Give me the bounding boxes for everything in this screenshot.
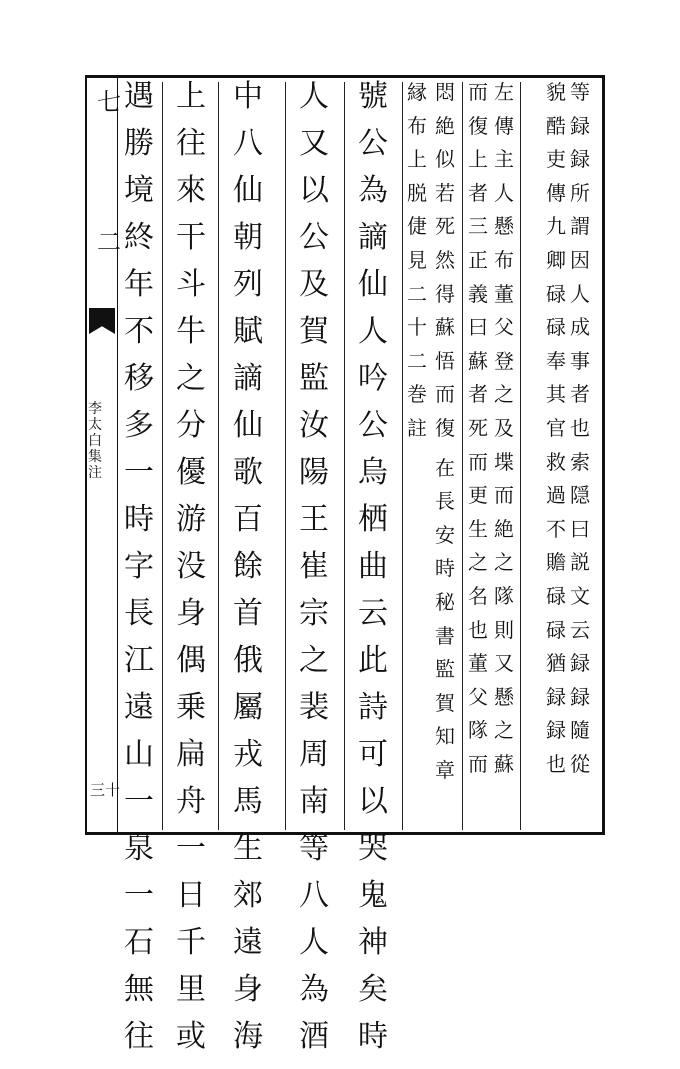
frame-left-line <box>85 75 87 835</box>
text-char: 以 <box>358 784 388 819</box>
text-char: 事 <box>570 348 590 373</box>
margin-mark-2: 二 <box>97 228 121 256</box>
text-char: 十 <box>407 315 427 340</box>
text-char: 二 <box>407 348 427 373</box>
text-char: 名 <box>468 583 488 608</box>
margin-mark-1: 七 <box>97 88 121 116</box>
text-char: 義 <box>468 281 488 306</box>
text-char: 而 <box>435 382 455 407</box>
text-char: 脱 <box>407 180 427 205</box>
text-char: 海 <box>233 1019 263 1054</box>
frame-bottom-line <box>85 832 605 835</box>
text-char: 更 <box>468 483 488 508</box>
column-divider <box>520 82 521 830</box>
text-char: 若 <box>435 180 455 205</box>
text-char: 公 <box>299 220 329 255</box>
book-title-char: 太 <box>88 417 102 433</box>
text-char: 無 <box>124 972 154 1007</box>
text-char: 終 <box>124 220 154 255</box>
text-char: 及 <box>299 267 329 302</box>
text-char: 百 <box>233 502 263 537</box>
text-char: 歌 <box>233 455 263 490</box>
text-column-11 <box>120 79 158 1069</box>
text-char: 朝 <box>233 220 263 255</box>
column-divider <box>218 82 219 830</box>
text-char: 曰 <box>570 516 590 541</box>
text-char: 而 <box>468 80 488 104</box>
text-char: 人 <box>494 180 514 205</box>
text-char: 馬 <box>233 784 263 819</box>
text-char: 上 <box>468 147 488 172</box>
text-char: 日 <box>176 878 206 913</box>
text-char: 哭 <box>358 831 388 866</box>
text-char: 絶 <box>494 516 514 541</box>
text-char: 烏 <box>358 455 388 490</box>
text-column-5 <box>433 82 457 793</box>
text-char: 又 <box>299 126 329 161</box>
text-char: 遇 <box>124 79 154 114</box>
text-char: 傳 <box>494 113 514 138</box>
text-char: 也 <box>570 415 590 440</box>
text-char: 成 <box>570 315 590 340</box>
text-char: 碌 <box>546 583 566 608</box>
text-char: 縁 <box>407 80 427 104</box>
text-char: 九 <box>546 214 566 239</box>
text-char: 干 <box>176 220 206 255</box>
text-char: 之 <box>494 718 514 743</box>
text-char: 卿 <box>546 247 566 272</box>
text-char: 遠 <box>124 690 154 725</box>
text-char: 賦 <box>233 314 263 349</box>
text-char: 江 <box>124 643 154 678</box>
text-char: 碌 <box>546 617 566 642</box>
column-divider <box>402 82 403 830</box>
text-char: 悶 <box>435 80 455 104</box>
text-char: 等 <box>299 831 329 866</box>
text-column-8 <box>295 79 333 1069</box>
text-char: 首 <box>233 596 263 631</box>
text-char: 監 <box>299 361 329 396</box>
text-char: 俄 <box>233 643 263 678</box>
text-char: 長 <box>435 489 455 514</box>
text-char: 周 <box>299 737 329 772</box>
text-char: 宗 <box>299 596 329 631</box>
text-char: 屬 <box>233 690 263 725</box>
text-char: 正 <box>468 247 488 272</box>
text-char: 境 <box>124 173 154 208</box>
text-char: 遠 <box>233 925 263 960</box>
text-char: 父 <box>468 684 488 709</box>
text-char: 郊 <box>233 878 263 913</box>
text-char: 因 <box>570 247 590 272</box>
text-char: 汝 <box>299 408 329 443</box>
text-char: 絶 <box>435 113 455 138</box>
text-char: 復 <box>468 113 488 138</box>
text-char: 者 <box>468 382 488 407</box>
text-char: 録 <box>570 684 590 709</box>
text-char: 及 <box>494 415 514 440</box>
text-char: 栖 <box>358 502 388 537</box>
text-char: 餘 <box>233 549 263 584</box>
text-char: 倢 <box>407 214 427 239</box>
text-char: 奉 <box>546 348 566 373</box>
text-char: 曰 <box>468 315 488 340</box>
text-char: 而 <box>494 483 514 508</box>
text-char: 為 <box>358 173 388 208</box>
text-char: 可 <box>358 737 388 772</box>
text-char: 移 <box>124 361 154 396</box>
text-char: 上 <box>407 147 427 172</box>
text-char: 主 <box>494 147 514 172</box>
text-char: 録 <box>570 651 590 676</box>
text-char: 生 <box>468 516 488 541</box>
text-char: 而 <box>468 449 488 474</box>
text-char: 蘇 <box>468 348 488 373</box>
text-char: 登 <box>494 348 514 373</box>
text-char: 王 <box>299 502 329 537</box>
text-char: 以 <box>299 173 329 208</box>
text-char: 吟 <box>358 361 388 396</box>
text-char: 號 <box>358 79 388 114</box>
text-char: 人 <box>570 281 590 306</box>
text-char: 公 <box>358 126 388 161</box>
text-char: 時 <box>124 502 154 537</box>
text-char: 生 <box>233 831 263 866</box>
text-char: 八 <box>233 126 263 161</box>
text-char: 仙 <box>233 173 263 208</box>
text-char: 一 <box>124 784 154 819</box>
text-char: 父 <box>494 315 514 340</box>
text-char: 謂 <box>570 214 590 239</box>
text-char: 監 <box>435 657 455 682</box>
text-char: 贍 <box>546 550 566 575</box>
text-char: 隊 <box>494 583 514 608</box>
column-divider <box>462 82 463 830</box>
text-char: 左 <box>494 80 514 104</box>
text-char: 之 <box>494 382 514 407</box>
text-char: 官 <box>546 415 566 440</box>
text-char: 游 <box>176 502 206 537</box>
text-char: 没 <box>176 549 206 584</box>
text-char: 不 <box>124 314 154 349</box>
text-char: 從 <box>570 751 590 776</box>
text-char: 之 <box>468 550 488 575</box>
text-char: 死 <box>468 415 488 440</box>
text-char: 一 <box>124 878 154 913</box>
text-char: 董 <box>494 281 514 306</box>
text-char: 石 <box>124 925 154 960</box>
text-char: 山 <box>124 737 154 772</box>
book-title <box>88 402 102 482</box>
text-char: 知 <box>435 724 455 749</box>
fishtail-mark <box>89 308 115 334</box>
column-divider <box>285 82 286 830</box>
text-char: 乗 <box>176 690 206 725</box>
text-char: 中 <box>233 79 263 114</box>
text-char: 也 <box>468 617 488 642</box>
text-char: 戎 <box>233 737 263 772</box>
text-char: 謫 <box>358 220 388 255</box>
text-char: 碌 <box>546 315 566 340</box>
text-char: 所 <box>570 180 590 205</box>
text-char: 而 <box>468 751 488 776</box>
text-column-6 <box>405 82 429 452</box>
column-divider <box>162 82 163 830</box>
text-char: 長 <box>124 596 154 631</box>
text-char: 安 <box>435 522 455 547</box>
text-char: 録 <box>546 718 566 743</box>
text-char: 傳 <box>546 180 566 205</box>
text-char: 隠 <box>570 483 590 508</box>
text-char: 云 <box>570 617 590 642</box>
text-char: 舟 <box>176 784 206 819</box>
text-char: 八 <box>299 878 329 913</box>
text-column-2 <box>544 82 568 787</box>
text-char: 見 <box>407 247 427 272</box>
text-char: 酷 <box>546 113 566 138</box>
text-char: 往 <box>176 126 206 161</box>
text-char: 列 <box>233 267 263 302</box>
text-char: 其 <box>546 382 566 407</box>
text-char: 勝 <box>124 126 154 161</box>
text-char: 年 <box>124 267 154 302</box>
text-char: 書 <box>435 623 455 648</box>
text-char: 人 <box>358 314 388 349</box>
book-title-char: 白 <box>88 433 102 449</box>
book-title-char: 注 <box>88 465 102 481</box>
text-char: 布 <box>494 247 514 272</box>
text-char: 時 <box>435 556 455 581</box>
text-char: 扁 <box>176 737 206 772</box>
text-char: 説 <box>570 550 590 575</box>
text-char: 酒 <box>299 1019 329 1054</box>
text-char: 多 <box>124 408 154 443</box>
text-char: 者 <box>468 180 488 205</box>
text-char: 註 <box>407 415 427 440</box>
text-char: 神 <box>358 925 388 960</box>
text-char: 死 <box>435 214 455 239</box>
text-char: 悟 <box>435 348 455 373</box>
text-char: 謫 <box>233 361 263 396</box>
text-char: 過 <box>546 483 566 508</box>
text-char: 此 <box>358 643 388 678</box>
text-char: 之 <box>176 361 206 396</box>
text-char: 在 <box>435 455 455 480</box>
text-char: 隊 <box>468 718 488 743</box>
text-char: 仙 <box>358 267 388 302</box>
text-char: 詩 <box>358 690 388 725</box>
page-number: 三十 <box>90 781 121 799</box>
text-char: 上 <box>176 79 206 114</box>
book-title-char: 集 <box>88 449 102 465</box>
main-text-continuation <box>433 455 457 794</box>
text-char: 千 <box>176 925 206 960</box>
text-char: 也 <box>546 751 566 776</box>
text-char: 為 <box>299 972 329 1007</box>
text-char: 貌 <box>546 80 566 104</box>
text-char: 人 <box>299 79 329 114</box>
book-title-char: 李 <box>88 401 102 417</box>
text-char: 南 <box>299 784 329 819</box>
text-char: 章 <box>435 757 455 782</box>
text-char: 懸 <box>494 214 514 239</box>
text-char: 之 <box>299 643 329 678</box>
text-column-1 <box>568 82 592 787</box>
text-char: 斗 <box>176 267 206 302</box>
column-divider <box>344 82 345 830</box>
text-char: 裴 <box>299 690 329 725</box>
text-char: 往 <box>124 1019 154 1054</box>
text-char: 分 <box>176 408 206 443</box>
text-char: 一 <box>176 831 206 866</box>
text-char: 文 <box>570 583 590 608</box>
text-char: 蘇 <box>494 751 514 776</box>
text-char: 者 <box>570 382 590 407</box>
text-char: 優 <box>176 455 206 490</box>
text-char: 云 <box>358 596 388 631</box>
text-char: 又 <box>494 651 514 676</box>
text-char: 録 <box>546 684 566 709</box>
text-char: 蘇 <box>435 315 455 340</box>
text-char: 賀 <box>435 690 455 715</box>
text-char: 巻 <box>407 382 427 407</box>
text-char: 身 <box>176 596 206 631</box>
text-char: 陽 <box>299 455 329 490</box>
text-char: 人 <box>299 925 329 960</box>
text-char: 索 <box>570 449 590 474</box>
text-char: 録 <box>570 113 590 138</box>
text-char: 復 <box>435 415 455 440</box>
text-char: 隨 <box>570 718 590 743</box>
text-char: 時 <box>358 1019 388 1054</box>
text-char: 崔 <box>299 549 329 584</box>
text-char: 仙 <box>233 408 263 443</box>
text-char: 得 <box>435 281 455 306</box>
text-char: 鬼 <box>358 878 388 913</box>
text-char: 身 <box>233 972 263 1007</box>
text-column-4 <box>466 82 490 787</box>
text-char: 一 <box>124 455 154 490</box>
text-char: 賀 <box>299 314 329 349</box>
text-char: 或 <box>176 1019 206 1054</box>
text-char: 録 <box>570 147 590 172</box>
text-char: 里 <box>176 972 206 1007</box>
text-char: 曲 <box>358 549 388 584</box>
text-char: 碌 <box>546 281 566 306</box>
text-char: 似 <box>435 147 455 172</box>
text-column-3 <box>492 82 516 787</box>
text-char: 布 <box>407 113 427 138</box>
frame-right-line <box>602 75 605 835</box>
text-char: 三 <box>468 214 488 239</box>
margin-inner-line <box>117 75 118 835</box>
text-char: 之 <box>494 550 514 575</box>
text-char: 則 <box>494 617 514 642</box>
text-char: 字 <box>124 549 154 584</box>
text-char: 矣 <box>358 972 388 1007</box>
text-column-7 <box>354 79 392 1069</box>
text-column-9 <box>229 79 267 1069</box>
text-char: 董 <box>468 651 488 676</box>
text-char: 吏 <box>546 147 566 172</box>
text-column-10 <box>172 79 210 1069</box>
text-char: 來 <box>176 173 206 208</box>
text-char: 不 <box>546 516 566 541</box>
text-char: 牛 <box>176 314 206 349</box>
text-char: 堞 <box>494 449 514 474</box>
text-char: 救 <box>546 449 566 474</box>
text-char: 猶 <box>546 651 566 676</box>
text-char: 秘 <box>435 589 455 614</box>
text-char: 偶 <box>176 643 206 678</box>
text-char: 二 <box>407 281 427 306</box>
text-char: 公 <box>358 408 388 443</box>
text-char: 懸 <box>494 684 514 709</box>
text-char: 等 <box>570 80 590 104</box>
text-char: 泉 <box>124 831 154 866</box>
frame-top-line <box>85 75 605 78</box>
text-char: 然 <box>435 247 455 272</box>
